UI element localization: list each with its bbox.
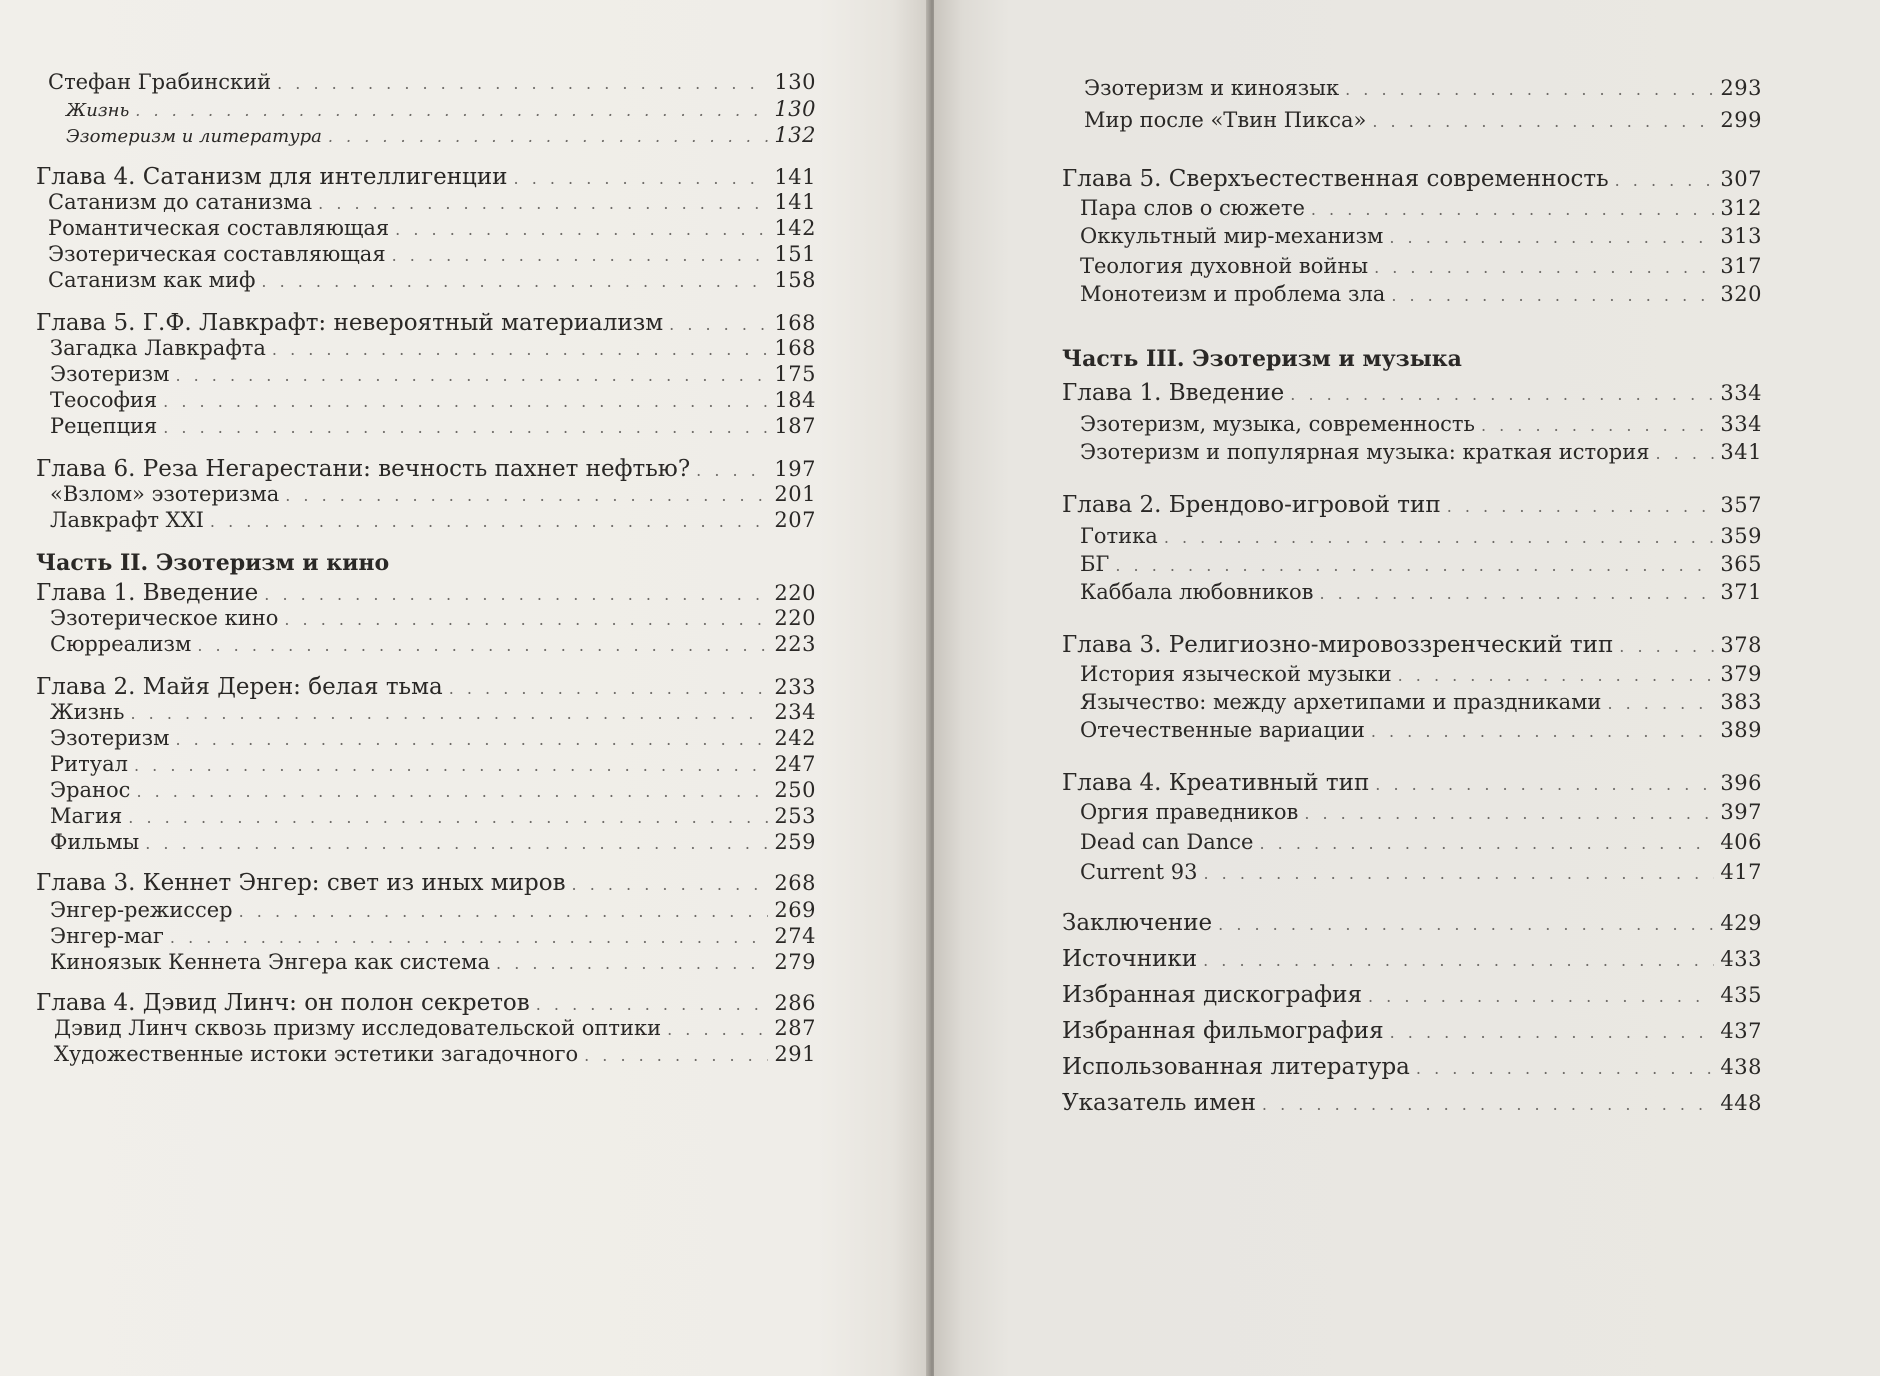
toc-entry (1062, 346, 1762, 372)
toc-page-number: 168 (774, 336, 816, 360)
toc-leader-dots (197, 636, 768, 655)
toc-leader-dots (1615, 171, 1715, 190)
toc-entry (1080, 196, 1762, 220)
toc-entry-title: Current 93 (1080, 860, 1198, 884)
toc-leader-dots (239, 902, 769, 921)
toc-leader-dots (261, 272, 768, 291)
toc-page-number: 435 (1720, 983, 1762, 1007)
toc-entry-title: Эранос (50, 778, 131, 802)
toc-page-number: 142 (774, 216, 816, 240)
toc-entry (1062, 1054, 1762, 1080)
toc-entry (1080, 580, 1762, 604)
toc-leader-dots (395, 220, 768, 239)
toc-entry-title: Глава 3. Кеннет Энгер: свет из иных миров (36, 870, 566, 896)
toc-entry-title: Заключение (1062, 910, 1213, 936)
toc-leader-dots (170, 928, 769, 947)
toc-entry-title: Источники (1062, 946, 1198, 972)
toc-page-number: 371 (1720, 580, 1762, 604)
toc-page-number: 141 (774, 165, 816, 189)
toc-entry-title: Сатанизм как миф (48, 268, 256, 292)
toc-entry-title: Использованная литература (1062, 1054, 1410, 1080)
toc-entry (50, 830, 816, 854)
toc-entry-title: Романтическая составляющая (48, 216, 390, 240)
toc-entry (48, 242, 816, 266)
toc-page-number: 379 (1720, 662, 1762, 686)
toc-leader-dots (1311, 200, 1715, 219)
toc-leader-dots (572, 875, 769, 894)
toc-page-number: 253 (774, 804, 816, 828)
toc-entry-title: Глава 5. Г.Ф. Лавкрафт: невероятный материализм (36, 310, 664, 336)
toc-leader-dots (1416, 1059, 1715, 1078)
toc-entry (1062, 946, 1762, 972)
toc-page-number: 437 (1720, 1019, 1762, 1043)
toc-entry (36, 674, 816, 700)
toc-leader-dots (1203, 951, 1714, 970)
toc-entry (50, 362, 816, 386)
toc-entry-title: Эзотеризм и популярная музыка: краткая история (1080, 440, 1650, 464)
toc-leader-dots (667, 1020, 768, 1039)
toc-entry (1062, 982, 1762, 1008)
toc-entry (66, 123, 816, 147)
toc-entry (1080, 552, 1762, 576)
toc-entry (1080, 830, 1762, 854)
toc-page-number: 207 (774, 508, 816, 532)
toc-leader-dots (496, 954, 768, 973)
toc-entry (50, 752, 816, 776)
toc-leader-dots (1345, 80, 1714, 99)
toc-page-number: 448 (1720, 1091, 1762, 1115)
toc-entry-title: Монотеизм и проблема зла (1080, 282, 1386, 306)
toc-page-number: 279 (774, 950, 816, 974)
toc-leader-dots (277, 74, 768, 93)
toc-leader-dots (285, 486, 768, 505)
toc-leader-dots (1447, 497, 1715, 516)
toc-page-number: 132 (774, 123, 816, 147)
toc-leader-dots (134, 756, 768, 775)
toc-leader-dots (1372, 112, 1714, 131)
toc-leader-dots (1655, 444, 1714, 463)
toc-entry-title: Магия (50, 804, 123, 828)
toc-page-number: 151 (774, 242, 816, 266)
toc-entry-title: Часть III. Эзотеризм и музыка (1062, 346, 1462, 372)
toc-page-number: 223 (774, 632, 816, 656)
toc-entry (1080, 254, 1762, 278)
toc-leader-dots (175, 730, 768, 749)
toc-leader-dots (130, 704, 768, 723)
toc-entry-title: Мир после «Твин Пикса» (1084, 108, 1367, 132)
toc-entry (1062, 166, 1762, 192)
toc-page-number: 417 (1720, 860, 1762, 884)
toc-page-number: 299 (1720, 108, 1762, 132)
toc-page-number: 438 (1720, 1055, 1762, 1079)
toc-entry-title: Фильмы (50, 830, 140, 854)
toc-page-number: 334 (1720, 381, 1762, 405)
toc-entry (50, 336, 816, 360)
toc-entry-title: Художественные истоки эстетики загадочного (54, 1042, 579, 1066)
toc-leader-dots (163, 392, 768, 411)
toc-entry-title: Оккультный мир-механизм (1080, 224, 1384, 248)
toc-page-number: 429 (1720, 911, 1762, 935)
toc-entry-title: Энгер-маг (50, 924, 164, 948)
toc-entry-title: Глава 1. Введение (1062, 380, 1285, 406)
toc-page-number: 130 (774, 70, 816, 94)
toc-entry (1062, 1090, 1762, 1116)
toc-entry (1062, 380, 1762, 406)
toc-entry-title: Эзотеризм, музыка, современность (1080, 412, 1475, 436)
toc-page-number: 286 (774, 991, 816, 1015)
toc-entry-title: Глава 5. Сверхъестественная современность (1062, 166, 1609, 192)
toc-entry (50, 700, 816, 724)
toc-entry-title: Теология духовной войны (1080, 254, 1369, 278)
toc-entry (36, 550, 816, 576)
toc-page-number: 433 (1720, 947, 1762, 971)
toc-page-number: 141 (774, 190, 816, 214)
toc-leader-dots (392, 246, 769, 265)
toc-entry-title: Загадка Лавкрафта (50, 336, 266, 360)
toc-entry (50, 508, 816, 532)
toc-leader-dots (1391, 286, 1714, 305)
toc-entry-title: Избранная фильмография (1062, 1018, 1384, 1044)
toc-entry (1080, 412, 1762, 436)
toc-entry (1062, 632, 1762, 658)
toc-leader-dots (1304, 804, 1714, 823)
toc-page-number: 274 (774, 924, 816, 948)
toc-page-number: 320 (1720, 282, 1762, 306)
toc-entry (48, 216, 816, 240)
toc-entry-title: Dead can Dance (1080, 830, 1254, 854)
toc-entry (48, 268, 816, 292)
toc-entry-title: Эзотеризм (50, 362, 170, 386)
toc-leader-dots (1374, 258, 1714, 277)
toc-entry-title: Глава 2. Брендово-игровой тип (1062, 492, 1441, 518)
toc-entry (50, 388, 816, 412)
toc-entry-title: Эзотеризм (50, 726, 170, 750)
toc-page-number: 269 (774, 898, 816, 922)
toc-entry-title: Лавкрафт XXI (50, 508, 204, 532)
toc-leader-dots (318, 194, 768, 213)
toc-page-number: 359 (1720, 524, 1762, 548)
toc-entry (36, 580, 816, 606)
toc-page-number: 291 (774, 1042, 816, 1066)
toc-entry-title: Киноязык Кеннета Энгера как система (50, 950, 491, 974)
toc-entry (1080, 524, 1762, 548)
toc-page-number: 293 (1720, 76, 1762, 100)
toc-leader-dots (264, 585, 768, 604)
toc-page-number: 383 (1720, 690, 1762, 714)
toc-entry-title: Энгер-режиссер (50, 898, 233, 922)
toc-page-number: 168 (774, 311, 816, 335)
toc-entry (36, 456, 816, 482)
toc-entry (1062, 770, 1762, 796)
toc-leader-dots (175, 366, 768, 385)
toc-page-number: 247 (774, 752, 816, 776)
toc-entry-title: Рецепция (50, 414, 158, 438)
toc-entry-title: Пара слов о сюжете (1080, 196, 1305, 220)
toc-entry (48, 190, 816, 214)
toc-entry-title: Сюрреализм (50, 632, 192, 656)
toc-entry-title: Избранная дискография (1062, 982, 1362, 1008)
toc-entry-title: Глава 1. Введение (36, 580, 259, 606)
toc-entry-title: Жизнь (66, 100, 130, 121)
toc-entry (50, 898, 816, 922)
toc-entry-title: Указатель имен (1062, 1090, 1256, 1116)
toc-entry (50, 726, 816, 750)
toc-page-number: 259 (774, 830, 816, 854)
toc-entry-title: Оргия праведников (1080, 800, 1299, 824)
toc-entry-title: Часть II. Эзотеризм и кино (36, 550, 390, 576)
toc-entry (50, 632, 816, 656)
toc-entry (54, 1016, 816, 1040)
toc-entry (1080, 860, 1762, 884)
toc-leader-dots (696, 461, 768, 480)
toc-page-number: 234 (774, 700, 816, 724)
toc-page-number: 130 (774, 97, 816, 121)
toc-page-number: 406 (1720, 830, 1762, 854)
toc-entry (1080, 718, 1762, 742)
toc-entry (1080, 282, 1762, 306)
toc-leader-dots (1398, 666, 1715, 685)
toc-entry-title: Глава 3. Религиозно-мировоззренческий тип (1062, 632, 1614, 658)
toc-leader-dots (669, 315, 768, 334)
toc-entry-title: Отечественные вариации (1080, 718, 1365, 742)
toc-entry-title: Эзотерическая составляющая (48, 242, 386, 266)
toc-leader-dots (284, 610, 768, 629)
toc-entry (1080, 800, 1762, 824)
toc-leader-dots (136, 782, 768, 801)
toc-page-number: 313 (1720, 224, 1762, 248)
toc-entry (54, 1042, 816, 1066)
toc-leader-dots (1115, 556, 1714, 575)
toc-entry-title: Глава 4. Сатанизм для интеллигенции (36, 164, 508, 190)
left-page (0, 0, 930, 1376)
toc-entry-title: Глава 4. Креативный тип (1062, 770, 1370, 796)
toc-entry-title: Готика (1080, 524, 1158, 548)
toc-entry-title: «Взлом» эзотеризма (50, 482, 280, 506)
toc-page-number: 378 (1720, 633, 1762, 657)
toc-entry (36, 990, 816, 1016)
toc-entry-title: Глава 6. Реза Негарестани: вечность пахнет нефтью? (36, 456, 691, 482)
toc-entry (66, 97, 816, 121)
toc-entry (1062, 910, 1762, 936)
toc-leader-dots (1371, 722, 1715, 741)
toc-page-number: 357 (1720, 493, 1762, 517)
toc-page-number: 220 (774, 606, 816, 630)
toc-entry (50, 950, 816, 974)
toc-leader-dots (272, 340, 769, 359)
toc-entry (36, 164, 816, 190)
toc-leader-dots (1290, 385, 1714, 404)
toc-page-number: 334 (1720, 412, 1762, 436)
toc-leader-dots (1390, 1023, 1715, 1042)
toc-leader-dots (1164, 528, 1715, 547)
toc-page-number: 307 (1720, 167, 1762, 191)
toc-entry-title: Глава 4. Дэвид Линч: он полон секретов (36, 990, 530, 1016)
toc-page-number: 197 (774, 457, 816, 481)
toc-page-number: 312 (1720, 196, 1762, 220)
toc-leader-dots (210, 512, 769, 531)
toc-leader-dots (1319, 584, 1714, 603)
toc-entry-title: Язычество: между архетипами и праздниками (1080, 690, 1602, 714)
toc-page-number: 220 (774, 581, 816, 605)
toc-leader-dots (128, 808, 768, 827)
toc-leader-dots (1607, 694, 1714, 713)
toc-entry-title: История языческой музыки (1080, 662, 1392, 686)
toc-entry-title: Дэвид Линч сквозь призму исследовательской оптики (54, 1016, 662, 1040)
toc-leader-dots (536, 995, 769, 1014)
toc-entry-title: Эзотерическое кино (50, 606, 279, 630)
toc-entry-title: Теософия (50, 388, 158, 412)
toc-leader-dots (1218, 915, 1714, 934)
toc-entry (1080, 690, 1762, 714)
toc-page-number: 250 (774, 778, 816, 802)
toc-leader-dots (449, 679, 769, 698)
toc-leader-dots (1375, 775, 1714, 794)
toc-leader-dots (1619, 637, 1714, 656)
toc-leader-dots (1368, 987, 1714, 1006)
toc-entry-title: Каббала любовников (1080, 580, 1314, 604)
toc-entry (50, 778, 816, 802)
toc-leader-dots (1262, 1095, 1715, 1114)
toc-entry (50, 804, 816, 828)
toc-entry-title: Сатанизм до сатанизма (48, 190, 313, 214)
toc-entry (50, 482, 816, 506)
toc-page-number: 341 (1720, 440, 1762, 464)
toc-entry (50, 606, 816, 630)
toc-page-number: 175 (774, 362, 816, 386)
toc-leader-dots (584, 1046, 768, 1065)
toc-entry-title: Глава 2. Майя Дерен: белая тьма (36, 674, 443, 700)
toc-entry (36, 310, 816, 336)
toc-entry (1084, 76, 1762, 100)
toc-page-number: 201 (774, 482, 816, 506)
toc-entry-title: Стефан Грабинский (48, 70, 272, 94)
toc-page-number: 317 (1720, 254, 1762, 278)
toc-page-number: 158 (774, 268, 816, 292)
toc-entry (1080, 224, 1762, 248)
toc-leader-dots (163, 418, 768, 437)
toc-entry (1084, 108, 1762, 132)
toc-page-number: 233 (774, 675, 816, 699)
toc-leader-dots (1203, 864, 1714, 883)
toc-page-number: 184 (774, 388, 816, 412)
toc-entry (1062, 1018, 1762, 1044)
toc-leader-dots (1259, 834, 1714, 853)
toc-entry (36, 870, 816, 896)
toc-leader-dots (514, 169, 769, 188)
toc-leader-dots (328, 127, 769, 146)
toc-page-number: 187 (774, 414, 816, 438)
toc-page-number: 242 (774, 726, 816, 750)
toc-leader-dots (1481, 416, 1714, 435)
toc-page-number: 365 (1720, 552, 1762, 576)
toc-page-number: 396 (1720, 771, 1762, 795)
toc-leader-dots (1389, 228, 1714, 247)
toc-page-number: 268 (774, 871, 816, 895)
toc-entry (48, 70, 816, 94)
toc-entry-title: БГ (1080, 552, 1110, 576)
toc-entry (1062, 492, 1762, 518)
toc-page-number: 397 (1720, 800, 1762, 824)
toc-page-number: 389 (1720, 718, 1762, 742)
toc-leader-dots (145, 834, 768, 853)
toc-entry-title: Жизнь (50, 700, 125, 724)
toc-entry (50, 414, 816, 438)
toc-entry-title: Эзотеризм и литература (66, 126, 322, 147)
toc-entry-title: Эзотеризм и киноязык (1084, 76, 1340, 100)
right-page (934, 0, 1880, 1376)
toc-leader-dots (135, 101, 768, 120)
toc-page-number: 287 (774, 1016, 816, 1040)
toc-entry (50, 924, 816, 948)
toc-entry-title: Ритуал (50, 752, 128, 776)
toc-entry (1080, 440, 1762, 464)
toc-entry (1080, 662, 1762, 686)
